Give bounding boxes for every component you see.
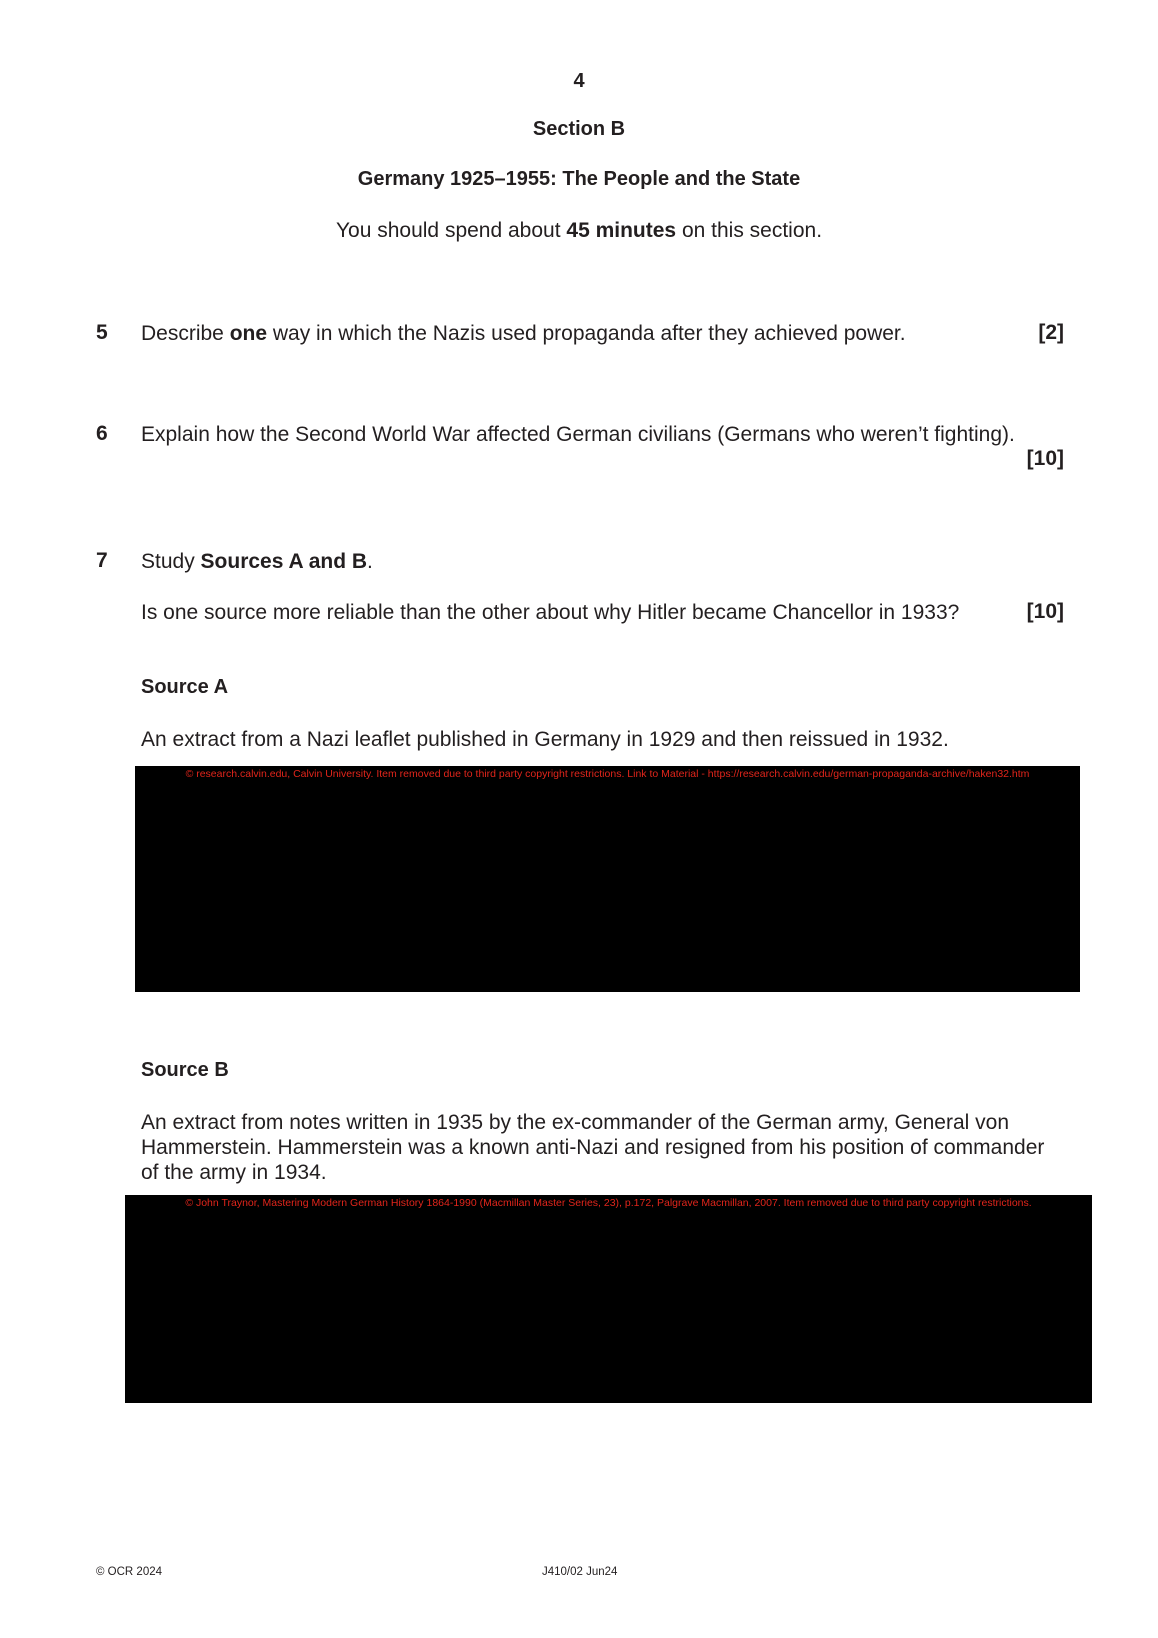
section-title: Section B (532, 118, 626, 140)
question-7-text: Is one source more reliable than the other about why Hitler became Chancellor in 1933? (141, 601, 960, 624)
time-instruction (0, 219, 1158, 243)
source-a-redacted-block (135, 766, 1080, 992)
source-b-description-line-2: Hammerstein. Hammerstein was a known anti-Nazi and resigned from his position of commander (141, 1136, 1045, 1159)
question-6-number: 6 (96, 422, 108, 445)
source-b-redacted-block (125, 1195, 1092, 1403)
question-5-text (141, 321, 906, 346)
source-b-description-line-1: An extract from notes written in 1935 by the ex-commander of the German army, General von (141, 1111, 1010, 1134)
question-5-text-pre: Describe (141, 322, 230, 345)
question-7-study-post: . (367, 550, 373, 573)
question-5-marks: [2] (1038, 321, 1064, 344)
question-7-study-pre: Study (141, 550, 201, 573)
time-instruction-pre: You should spend about (335, 219, 567, 242)
question-7-study (141, 549, 373, 574)
time-instruction-duration: 45 minutes (566, 219, 677, 242)
question-5-text-bold: one (229, 322, 268, 345)
source-a-redaction-note: © research.calvin.edu, Calvin University. Item removed due to third party copyright restrictions. Link to Material - https://research.calvin.edu/german-propaganda-archive/haken32.htm (185, 768, 1030, 780)
source-a-description: An extract from a Nazi leaflet published in Germany in 1929 and then reissued in 1932. (141, 728, 949, 751)
question-7-marks: [10] (1026, 600, 1064, 623)
source-b-redaction-note: © John Traynor, Mastering Modern German History 1864-1990 (Macmillan Master Series, 23), p.172, Palgrave Macmillan, 2007. Item removed due to third party copyright restrictions. (185, 1197, 1032, 1209)
question-5-text-post: way in which the Nazis used propaganda after they achieved power. (267, 322, 906, 345)
footer-copyright: © OCR 2024 (96, 1566, 163, 1578)
question-7-study-bold: Sources A and B (200, 550, 368, 573)
question-5-number: 5 (96, 321, 108, 344)
time-instruction-post: on this section. (676, 219, 823, 242)
footer-paper-code: J410/02 Jun24 (542, 1566, 618, 1578)
section-topic: Germany 1925–1955: The People and the State (357, 168, 801, 190)
source-b-description-line-3: of the army in 1934. (141, 1161, 327, 1184)
page-number: 4 (573, 70, 585, 92)
question-7-number: 7 (96, 549, 108, 572)
source-a-heading: Source A (141, 676, 229, 698)
question-6-marks: [10] (1026, 447, 1064, 470)
question-6-text: Explain how the Second World War affected German civilians (Germans who weren’t fighting). (141, 423, 1015, 446)
source-b-heading: Source B (141, 1059, 229, 1081)
